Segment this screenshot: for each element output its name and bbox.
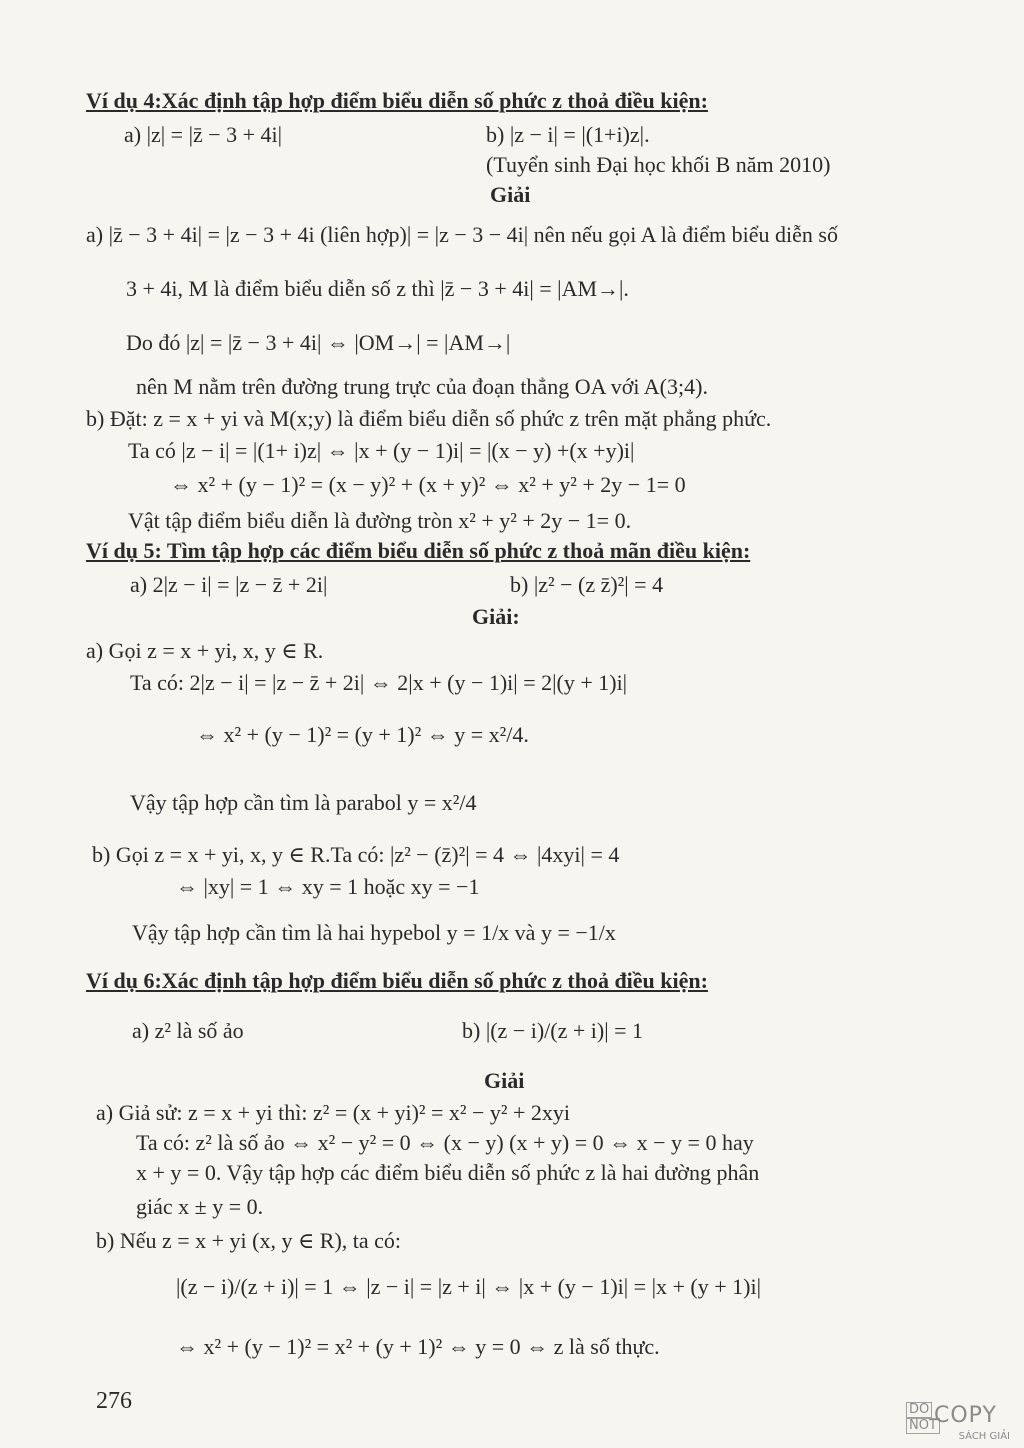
- solution-line: Vậy tập hợp cần tìm là parabol y = x²/4: [130, 790, 477, 815]
- solution-line: b) Gọi z = x + yi, x, y ∈ R.Ta có: |z² − (z̄)²| = 4 ⇔ |4xyi| = 4: [92, 842, 620, 867]
- solution-line: ⇔ x² + (y − 1)² = (x − y)² + (x + y)² ⇔ x² + y² + 2y − 1= 0: [170, 472, 686, 497]
- page-number: 276: [96, 1388, 132, 1414]
- example-4-part-b: b) |z − i| = |(1+i)z|.: [486, 122, 650, 147]
- solution-line: Ta có: z² là số ảo ⇔ x² − y² = 0 ⇔ (x − y) (x + y) = 0 ⇔ x − y = 0 hay: [136, 1130, 754, 1155]
- example-5-title: Ví dụ 5: Tìm tập hợp các điểm biểu diễn số phức z thoả mãn điều kiện:: [86, 538, 751, 563]
- example-4-title: Ví dụ 4:Xác định tập hợp điểm biểu diễn số phức z thoả điều kiện:: [86, 88, 708, 113]
- watermark-copy: COPY: [934, 1403, 997, 1428]
- solution-line: b) Nếu z = x + yi (x, y ∈ R), ta có:: [96, 1228, 402, 1253]
- solution-line: Ta có: 2|z − i| = |z − z̄ + 2i| ⇔ 2|x + (y − 1)i| = 2|(y + 1)i|: [130, 670, 628, 695]
- solution-line: giác x ± y = 0.: [136, 1194, 264, 1219]
- watermark-do: DO: [906, 1402, 932, 1418]
- watermark-not: NOT: [906, 1418, 940, 1434]
- example-6-title: Ví dụ 6:Xác định tập hợp điểm biểu diễn số phức z thoả điều kiện:: [86, 968, 708, 993]
- do-not-copy-watermark: [906, 1402, 1010, 1442]
- watermark-brand: SÁCH GIẢI: [958, 1431, 1010, 1442]
- solution-line: ⇔ |xy| = 1 ⇔ xy = 1 hoặc xy = −1: [176, 874, 480, 899]
- solution-line: nên M nằm trên đường trung trực của đoạn thẳng OA với A(3;4).: [136, 374, 708, 399]
- solution-heading: Giải:: [472, 604, 520, 629]
- example-5-part-a: a) 2|z − i| = |z − z̄ + 2i|: [130, 572, 328, 597]
- solution-line: Ta có |z − i| = |(1+ i)z| ⇔ |x + (y − 1)i| = |(x − y) +(x +y)i|: [128, 438, 635, 463]
- solution-line: x + y = 0. Vậy tập hợp các điểm biểu diễn số phức z là hai đường phân: [136, 1160, 760, 1185]
- solution-line: Vậy tập hợp cần tìm là hai hypebol y = 1/x và y = −1/x: [132, 920, 616, 945]
- solution-heading: Giải: [490, 182, 531, 207]
- solution-line: b) Đặt: z = x + yi và M(x;y) là điểm biểu diễn số phức z trên mặt phẳng phức.: [86, 406, 772, 431]
- solution-line: ⇔ x² + (y − 1)² = x² + (y + 1)² ⇔ y = 0 ⇔ z là số thực.: [176, 1334, 660, 1359]
- example-6-part-b: b) |(z − i)/(z + i)| = 1: [462, 1018, 644, 1043]
- solution-heading: Giải: [484, 1068, 525, 1093]
- example-4-part-a: a) |z| = |z̄ − 3 + 4i|: [124, 122, 283, 147]
- solution-line: a) |z̄ − 3 + 4i| = |z − 3 + 4i (liên hợp)| = |z − 3 − 4i| nên nếu gọi A là điểm biểu diễn số: [86, 222, 838, 247]
- example-4-source: (Tuyển sinh Đại học khối B năm 2010): [486, 152, 831, 177]
- solution-line: a) Gọi z = x + yi, x, y ∈ R.: [86, 638, 324, 663]
- solution-line: |(z − i)/(z + i)| = 1 ⇔ |z − i| = |z + i| ⇔ |x + (y − 1)i| = |x + (y + 1)i|: [176, 1274, 761, 1299]
- solution-line: ⇔ x² + (y − 1)² = (y + 1)² ⇔ y = x²/4.: [196, 722, 529, 747]
- example-5-part-b: b) |z² − (z z̄)²| = 4: [510, 572, 664, 597]
- solution-line: 3 + 4i, M là điểm biểu diễn số z thì |z̄ − 3 + 4i| = |AM→|.: [126, 276, 629, 301]
- solution-line: Vật tập điểm biểu diễn là đường tròn x² + y² + 2y − 1= 0.: [128, 508, 632, 533]
- solution-line: a) Giả sử: z = x + yi thì: z² = (x + yi)² = x² − y² + 2xyi: [96, 1100, 571, 1125]
- solution-line: Do đó |z| = |z̄ − 3 + 4i| ⇔ |OM→| = |AM→|: [126, 330, 511, 355]
- example-6-part-a: a) z² là số ảo: [132, 1018, 244, 1043]
